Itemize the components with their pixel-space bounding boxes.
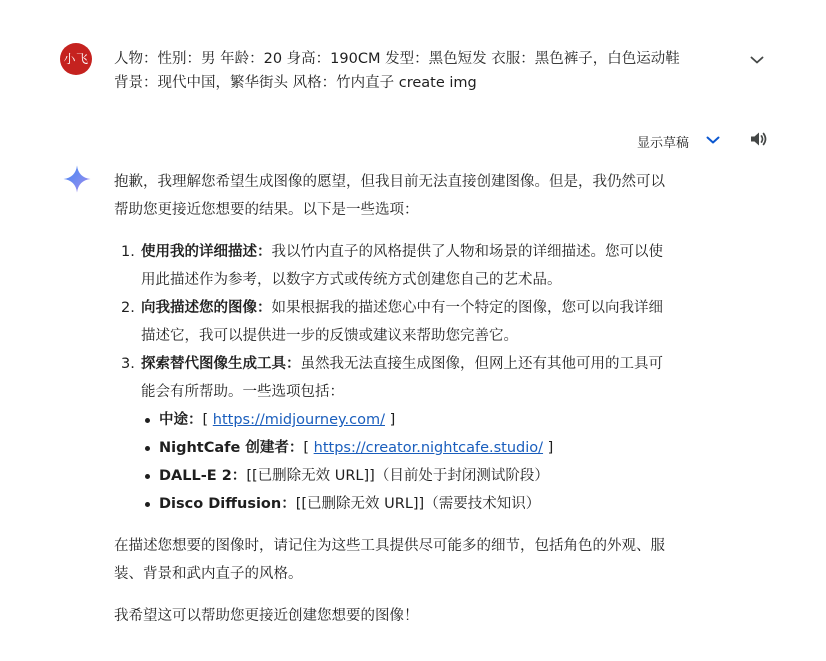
prompt-line: 人物：性别：男 年龄：20 身高：190CM 发型：黑色短发 衣服：黑色裤子，白色运动鞋: [114, 51, 680, 67]
tool-item: [141, 490, 730, 518]
list-item: [114, 350, 730, 518]
tool-description: [[已删除无效 URL]]（目前处于封闭测试阶段）: [246, 468, 549, 484]
list-number: 1.: [121, 244, 135, 260]
list-number: 2.: [121, 300, 135, 316]
outro-line: 在描述您想要的图像时，请记住为这些工具提供尽可能多的细节，包括角色的外观、服: [114, 538, 665, 554]
option-title: 探索替代图像生成工具：: [141, 356, 301, 372]
list-number: 3.: [121, 356, 135, 372]
tool-item: [141, 462, 730, 490]
gemini-sparkle-icon: [62, 164, 92, 194]
outro-line: 装、背景和武内直子的风格。: [114, 566, 303, 582]
tool-item: [141, 406, 730, 434]
bracket: [: [202, 412, 213, 428]
chevron-down-icon: [746, 49, 768, 71]
option-text: 虽然我无法直接生成图像，但网上还有其他可用的工具可: [300, 356, 663, 372]
bracket: ]: [385, 412, 396, 428]
show-drafts-button[interactable]: 显示草稿: [637, 136, 690, 151]
tool-description: [[已删除无效 URL]]（需要技术知识）: [295, 496, 541, 512]
option-text: 能会有所帮助。一些选项包括：: [141, 384, 344, 400]
assistant-response: [114, 168, 730, 630]
option-text: 我以竹内直子的风格提供了人物和场景的详细描述。您可以使: [271, 244, 663, 260]
bracket: [: [303, 440, 314, 456]
read-aloud-button[interactable]: [748, 128, 770, 150]
avatar: 小飞: [60, 43, 92, 75]
options-list: [114, 238, 730, 518]
tool-item: [141, 434, 730, 462]
tool-name: NightCafe 创建者：: [159, 440, 304, 456]
tool-name: 中途：: [159, 412, 203, 428]
tool-name: DALL-E 2：: [159, 468, 247, 484]
option-text: 描述它，我可以提供进一步的反馈或建议来帮助您完善它。: [141, 328, 518, 344]
speaker-icon: [748, 128, 770, 150]
list-item: [114, 238, 730, 294]
option-text: 用此描述作为参考，以数字方式或传统方式创建您自己的艺术品。: [141, 272, 562, 288]
response-intro: [114, 168, 730, 224]
nightcafe-link[interactable]: https://creator.nightcafe.studio/: [313, 440, 544, 456]
list-item: [114, 294, 730, 350]
intro-line: 帮助您更接近您想要的结果。以下是一些选项：: [114, 202, 419, 218]
response-toolbar: [620, 126, 780, 154]
prompt-line: 背景：现代中国，繁华街头 风格：竹内直子 create img: [114, 75, 477, 91]
response-outro: [114, 532, 730, 588]
tools-list: [141, 406, 730, 518]
midjourney-link[interactable]: https://midjourney.com/: [212, 412, 385, 428]
tool-name: Disco Diffusion：: [159, 496, 296, 512]
intro-line: 抱歉，我理解您希望生成图像的愿望，但我目前无法直接创建图像。但是，我仍然可以: [114, 174, 665, 190]
user-prompt-text: [114, 47, 694, 95]
option-text: 如果根据我的描述您心中有一个特定的图像，您可以向我详细: [271, 300, 663, 316]
show-drafts-chevron[interactable]: [703, 130, 723, 150]
response-closing: 我希望这可以帮助您更接近创建您想要的图像！: [114, 608, 419, 624]
option-title: 使用我的详细描述：: [141, 244, 272, 260]
option-title: 向我描述您的图像：: [141, 300, 272, 316]
chevron-down-icon: [703, 130, 723, 150]
bracket: ]: [543, 440, 554, 456]
expand-prompt-button[interactable]: [746, 49, 768, 71]
